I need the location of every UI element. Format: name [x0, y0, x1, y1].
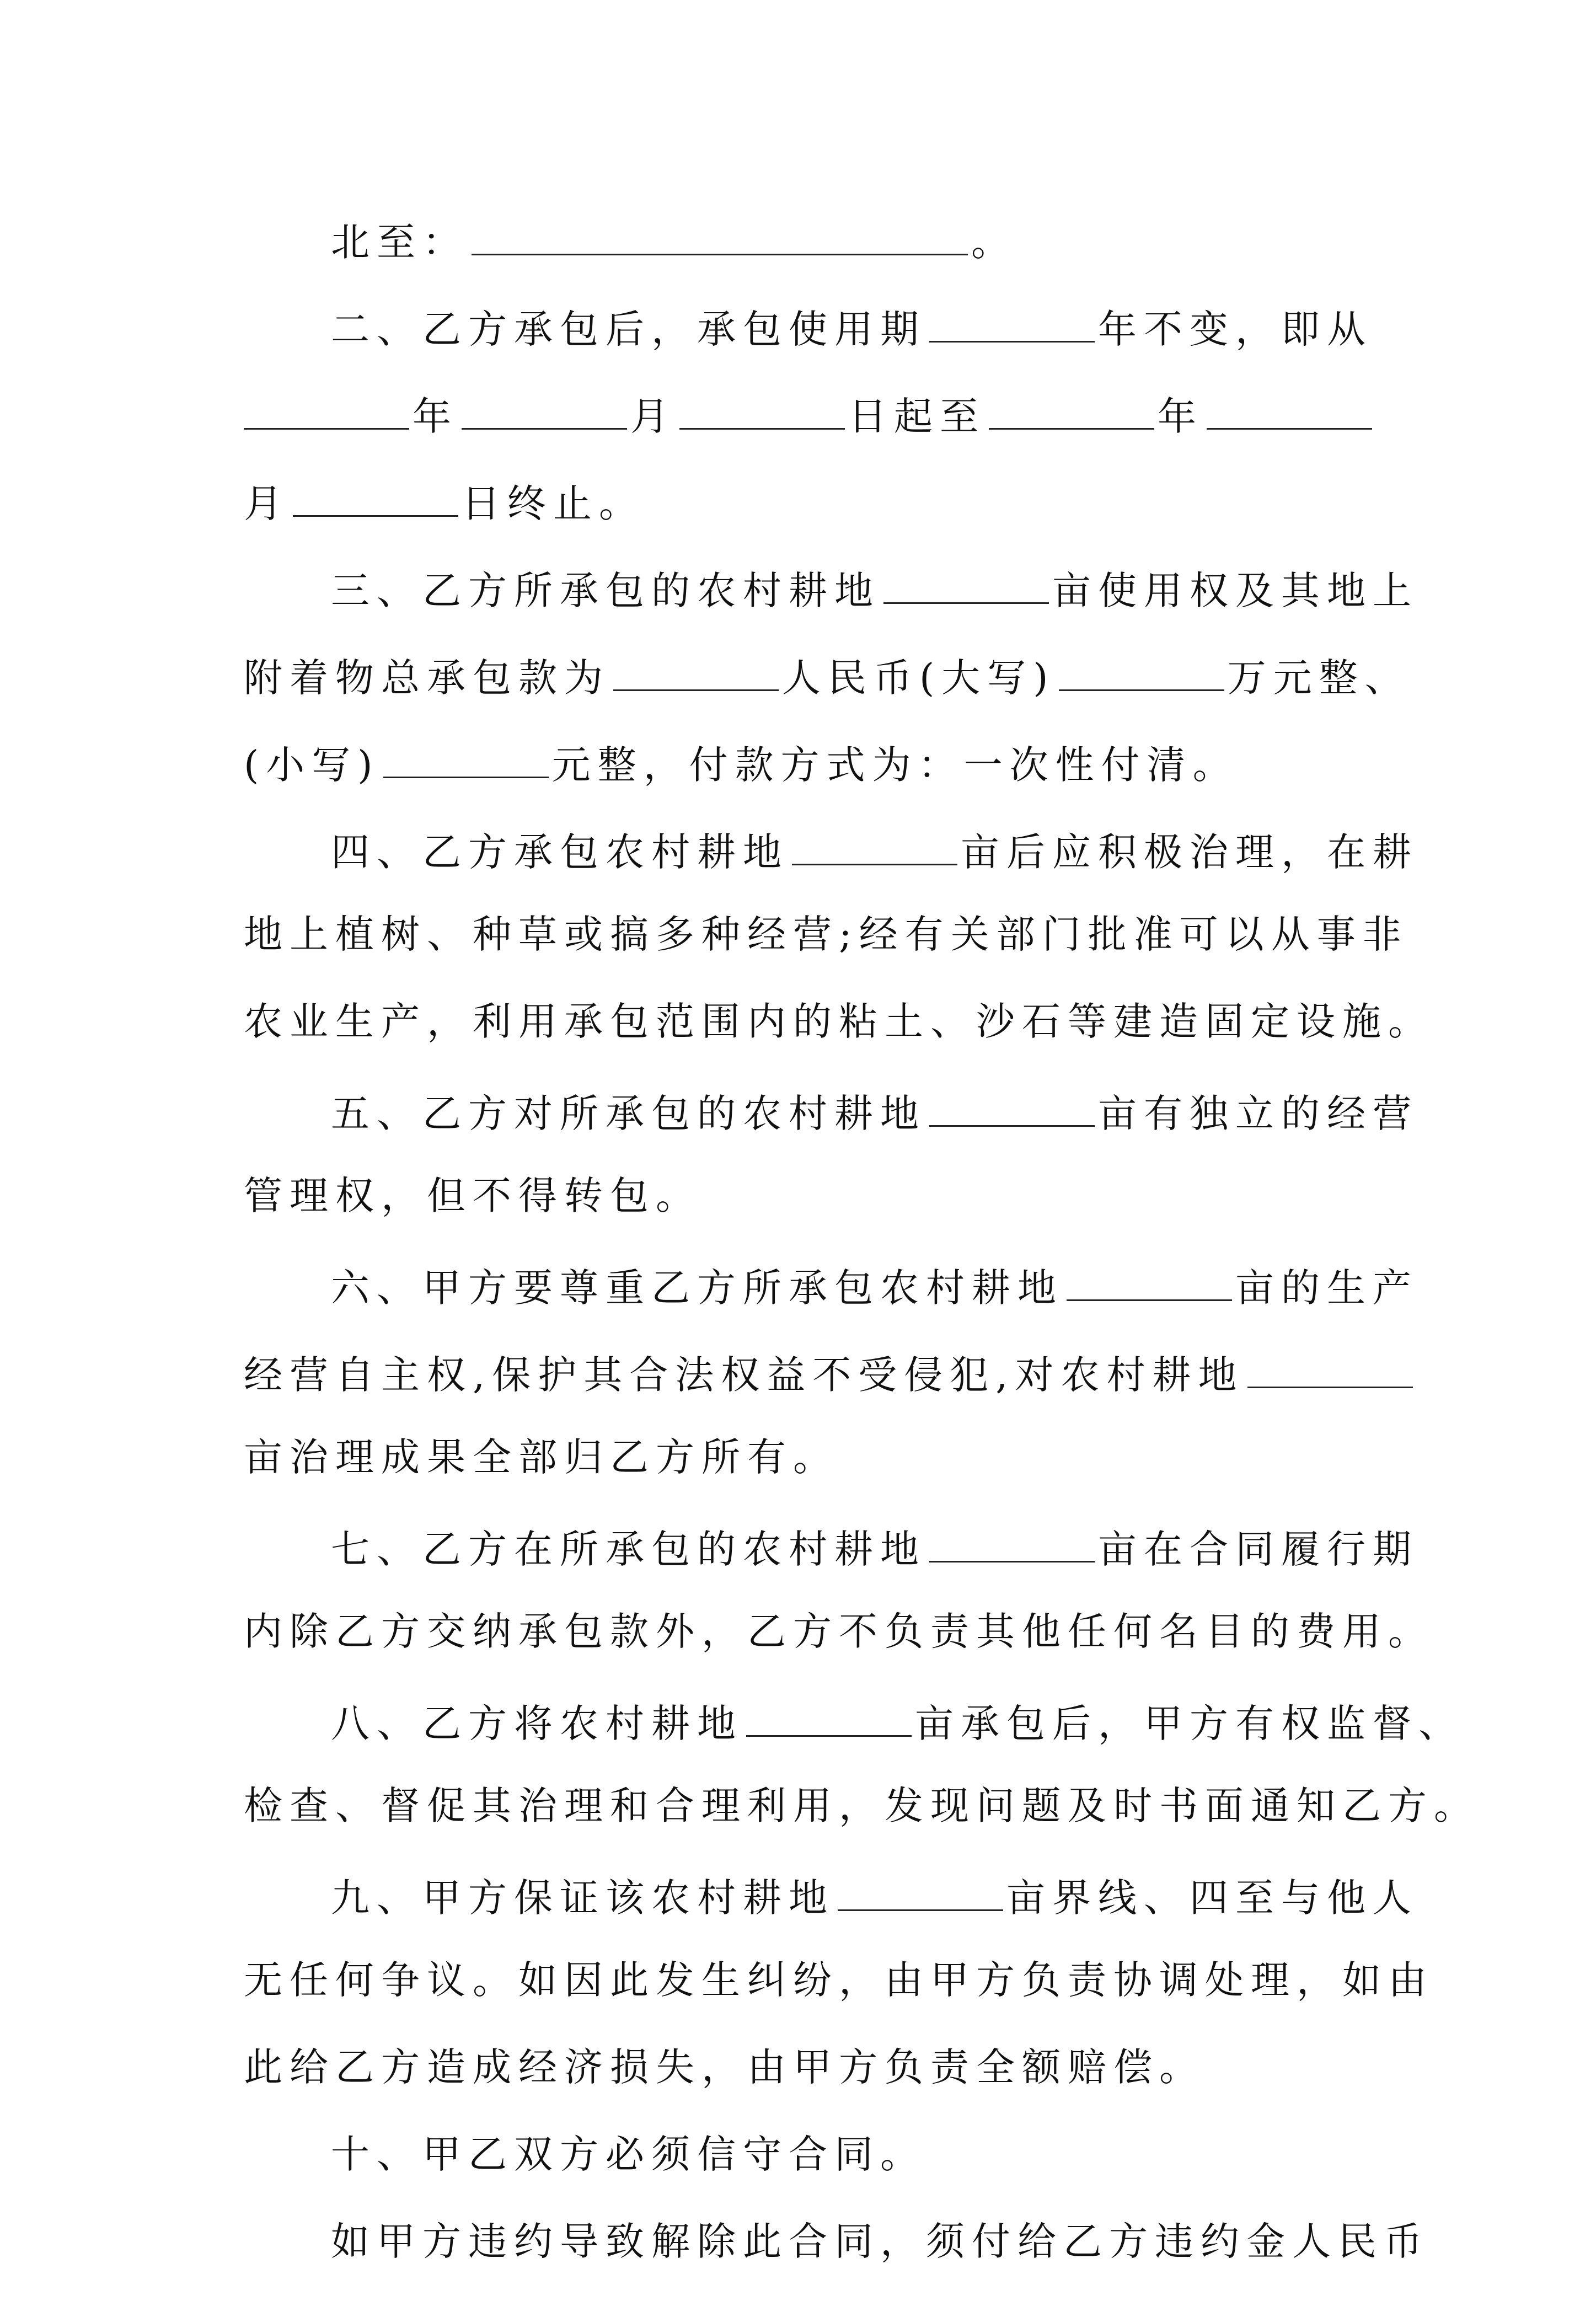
text: 亩界线、四至与他人	[1006, 1875, 1418, 1920]
blank-field[interactable]	[989, 384, 1154, 430]
text: 三、乙方所承包的农村耕地	[331, 568, 880, 613]
blank-field[interactable]	[838, 1865, 1003, 1911]
text: 无任何争议。如因此发生纠纷，由甲方负责协调处理，如由	[244, 1957, 1434, 2003]
line-clause-9-c	[244, 2040, 1369, 2127]
text: 日起至	[848, 394, 986, 439]
blank-field[interactable]	[792, 820, 957, 865]
line-clause-2-dates	[244, 384, 1369, 471]
blank-field[interactable]	[1067, 1255, 1232, 1301]
blank-field[interactable]	[929, 1517, 1095, 1562]
blank-field[interactable]	[244, 384, 409, 430]
blank-field[interactable]	[462, 384, 627, 430]
blank-field[interactable]	[746, 1691, 912, 1737]
line-clause-5-b	[244, 1168, 1369, 1255]
text: 地上植树、种草或搞多种经营;经有关部门批准可以从事非	[244, 912, 1408, 957]
blank-field[interactable]	[383, 732, 549, 778]
text: 年不变，即从	[1098, 307, 1373, 352]
blank-field[interactable]	[1207, 384, 1372, 430]
document-page	[244, 210, 1480, 2301]
line-clause-10	[244, 2127, 1369, 2214]
line-clause-6	[244, 1255, 1418, 1342]
line-clause-4-c	[244, 994, 1434, 1081]
line-clause-4-b	[244, 907, 1408, 994]
text: 月	[630, 394, 676, 439]
text: 年	[1158, 394, 1203, 439]
blank-field[interactable]	[613, 645, 779, 691]
text: 如甲方违约导致解除此合同，须付给乙方违约金人民币	[331, 2219, 1429, 2264]
line-clause-7	[244, 1517, 1418, 1604]
line-clause-6-b	[244, 1342, 1369, 1430]
line-clause-3	[244, 558, 1418, 645]
text: 五、乙方对所承包的农村耕地	[331, 1091, 926, 1136]
text: 此给乙方造成经济损失，由甲方负责全额赔偿。	[244, 2045, 1205, 2090]
blank-field[interactable]	[929, 1081, 1095, 1127]
text: 九、甲方保证该农村耕地	[331, 1875, 834, 1920]
text: 万元整、	[1227, 655, 1411, 700]
text: 经营自主权,保护其合法权益不受侵犯,对农村耕地	[244, 1352, 1244, 1398]
blank-field[interactable]	[1059, 645, 1224, 691]
line-north-boundary	[244, 210, 1369, 297]
line-clause-10-b	[244, 2214, 1429, 2301]
line-clause-3-c	[244, 732, 1369, 820]
text: 。	[971, 220, 1017, 265]
line-clause-5	[244, 1081, 1418, 1168]
blank-field[interactable]	[293, 471, 458, 517]
blank-field[interactable]	[679, 384, 845, 430]
text: 月	[244, 481, 290, 526]
text: 内除乙方交纳承包款外，乙方不负责其他任何名目的费用。	[244, 1609, 1434, 1654]
text: 亩承包后，甲方有权监督、	[915, 1701, 1464, 1746]
text: 亩使用权及其地上	[1052, 568, 1418, 613]
line-clause-6-c	[244, 1430, 1369, 1517]
line-clause-8	[244, 1691, 1464, 1778]
line-clause-9-b	[244, 1952, 1434, 2040]
text: 元整，付款方式为：一次性付清。	[551, 742, 1239, 788]
text: 六、甲方要尊重乙方所承包农村耕地	[331, 1265, 1063, 1310]
text: 人民币(大写)	[782, 655, 1056, 700]
text: 管理权，但不得转包。	[244, 1173, 701, 1218]
text: 四、乙方承包农村耕地	[331, 830, 789, 875]
text: 亩治理成果全部归乙方所有。	[244, 1435, 839, 1480]
text: 亩在合同履行期	[1098, 1527, 1418, 1572]
text: 农业生产，利用承包范围内的粘土、沙石等建造固定设施。	[244, 999, 1434, 1044]
text: 年	[413, 394, 458, 439]
blank-field[interactable]	[929, 297, 1095, 343]
text: 附着物总承包款为	[244, 655, 610, 700]
text: 亩有独立的经营	[1098, 1091, 1418, 1136]
blank-field[interactable]	[883, 558, 1049, 604]
text: 检查、督促其治理和合理利用，发现问题及时书面通知乙方。	[244, 1783, 1480, 1828]
text: 亩的生产	[1235, 1265, 1418, 1310]
text: 七、乙方在所承包的农村耕地	[331, 1527, 926, 1572]
blank-field[interactable]	[1247, 1342, 1413, 1388]
text: 八、乙方将农村耕地	[331, 1701, 743, 1746]
text: 日终止。	[462, 481, 645, 526]
line-clause-2	[244, 297, 1373, 384]
line-clause-2-end	[244, 471, 1369, 558]
text: 北至：	[331, 220, 468, 265]
text: 二、乙方承包后，承包使用期	[331, 307, 926, 352]
text: (小写)	[244, 742, 380, 788]
text: 亩后应积极治理，在耕	[961, 830, 1418, 875]
line-clause-9	[244, 1865, 1418, 1952]
text: 十、甲乙双方必须信守合同。	[331, 2132, 926, 2177]
line-clause-8-b	[244, 1778, 1480, 1865]
blank-field[interactable]	[472, 210, 968, 255]
line-clause-7-b	[244, 1604, 1434, 1691]
line-clause-4	[244, 820, 1418, 907]
line-clause-3-b	[244, 645, 1411, 732]
